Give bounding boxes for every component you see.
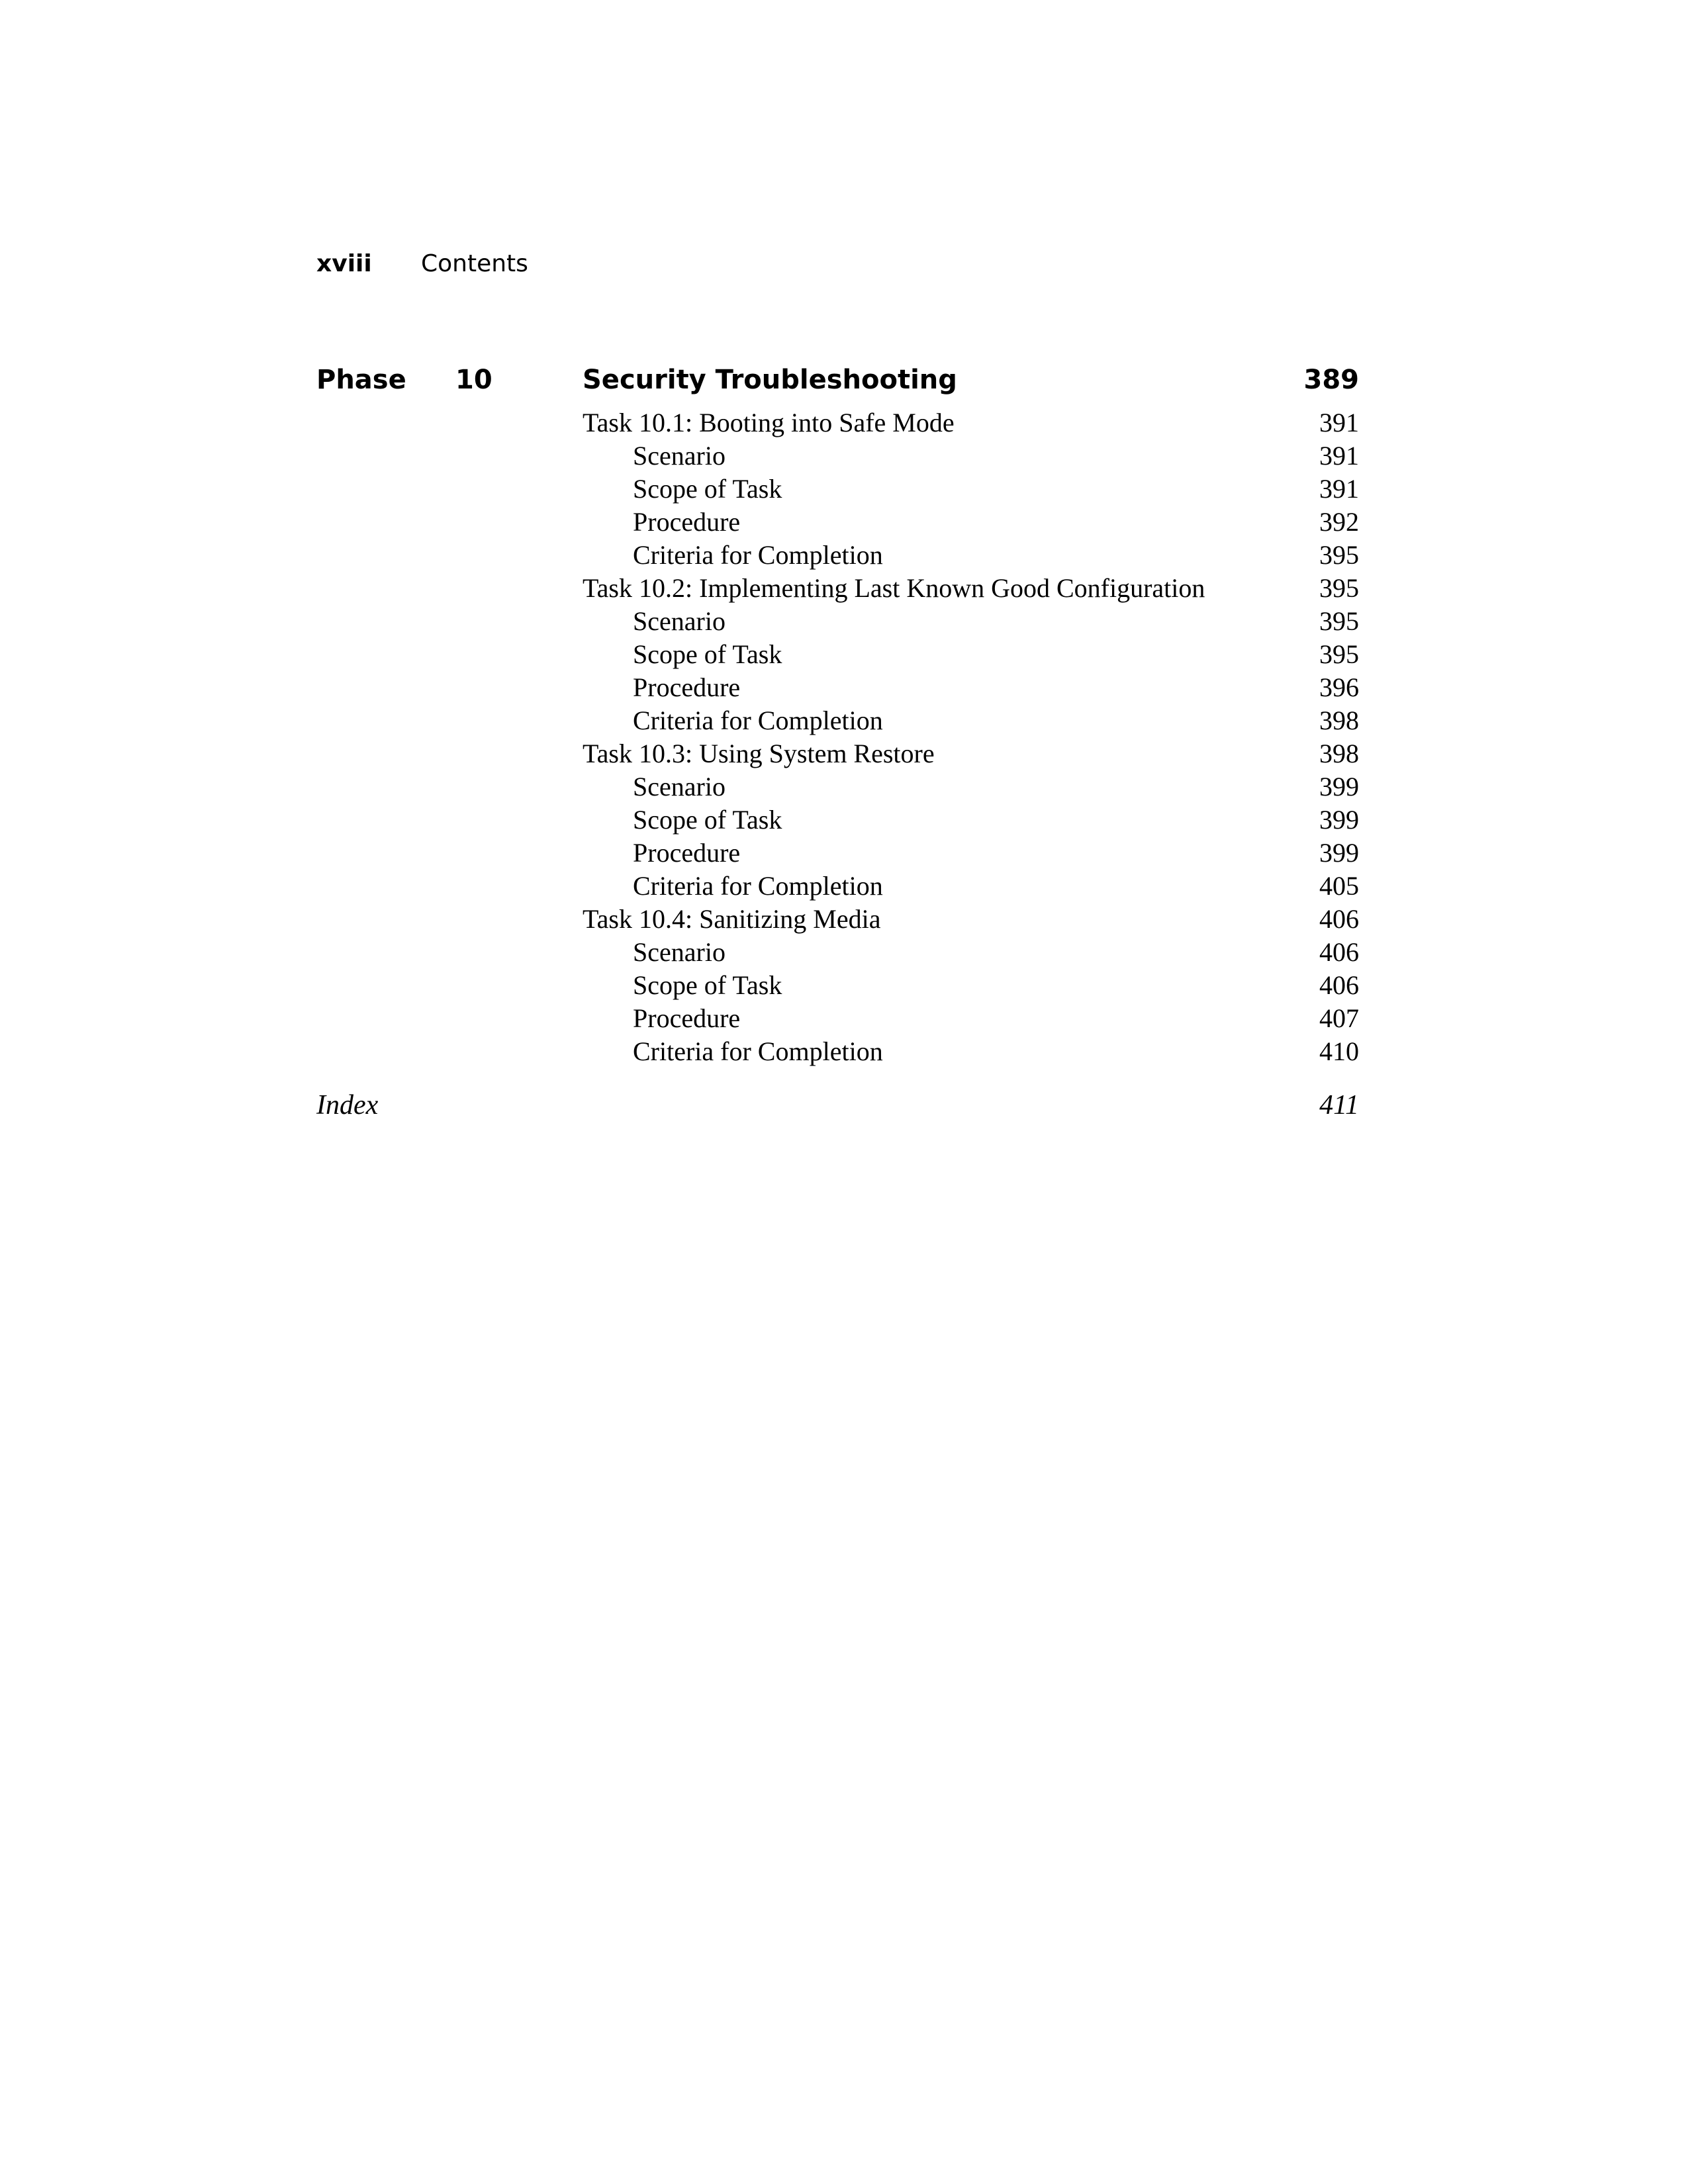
toc-entry-page-number: 395 — [1319, 639, 1359, 669]
toc-entry-title: Scope of Task — [633, 639, 782, 669]
toc-entry-title: Criteria for Completion — [633, 1036, 883, 1066]
toc-task-entry — [583, 737, 1359, 770]
toc-entry-title: Scenario — [633, 441, 726, 471]
toc-entry-title: Procedure — [633, 838, 741, 868]
toc-entry-page-number: 395 — [1319, 573, 1359, 603]
toc-entry-title: Task 10.2: Implementing Last Known Good Configuration — [583, 573, 1205, 603]
toc-entry-title: Criteria for Completion — [633, 540, 883, 570]
toc-entry-title: Criteria for Completion — [633, 705, 883, 735]
toc-subentry — [583, 770, 1359, 803]
toc-entry-page-number: 395 — [1319, 540, 1359, 570]
toc-entry-title: Scenario — [633, 606, 726, 636]
index-entry — [316, 1087, 1359, 1124]
toc-subentry — [583, 473, 1359, 506]
toc-subentry — [583, 638, 1359, 671]
toc-subentry — [583, 439, 1359, 473]
toc-subentry — [583, 870, 1359, 903]
toc-entry-title: Task 10.1: Booting into Safe Mode — [583, 408, 955, 437]
toc-entry-page-number: 398 — [1319, 739, 1359, 768]
toc-entry-title: Task 10.3: Using System Restore — [583, 739, 935, 768]
toc-subentry — [583, 936, 1359, 969]
toc-task-entry — [583, 406, 1359, 439]
toc-entry-page-number: 395 — [1319, 606, 1359, 636]
toc-subentry — [583, 803, 1359, 837]
toc-entry-title: Procedure — [633, 672, 741, 702]
phase-number: 10 — [455, 365, 492, 395]
phase-heading — [316, 359, 1359, 401]
toc-entry-page-number: 396 — [1319, 672, 1359, 702]
toc-entry-title: Scope of Task — [633, 970, 782, 1000]
phase-page-number: 389 — [1303, 365, 1359, 395]
toc-subentry — [583, 704, 1359, 737]
toc-subentry — [583, 1002, 1359, 1035]
toc-entry-title: Procedure — [633, 1003, 741, 1033]
running-head — [316, 245, 528, 282]
toc-entry-list — [583, 406, 1359, 1068]
toc-subentry — [583, 605, 1359, 638]
toc-subentry — [583, 506, 1359, 539]
toc-entry-title: Procedure — [633, 507, 741, 537]
index-page-number: 411 — [1319, 1090, 1359, 1120]
toc-entry-page-number: 391 — [1319, 441, 1359, 471]
phase-label: Phase — [316, 365, 406, 395]
toc-subentry — [583, 671, 1359, 704]
toc-entry-title: Scope of Task — [633, 474, 782, 504]
page-number: xviii — [316, 250, 372, 277]
toc-entry-page-number: 406 — [1319, 970, 1359, 1000]
toc-subentry — [583, 969, 1359, 1002]
toc-task-entry — [583, 572, 1359, 605]
toc-entry-page-number: 391 — [1319, 474, 1359, 504]
toc-entry-title: Scenario — [633, 937, 726, 967]
toc-entry-title: Scenario — [633, 772, 726, 801]
toc-entry-page-number: 410 — [1319, 1036, 1359, 1066]
toc-entry-title: Criteria for Completion — [633, 871, 883, 901]
toc-entry-page-number: 405 — [1319, 871, 1359, 901]
toc-subentry — [583, 1035, 1359, 1068]
toc-entry-page-number: 407 — [1319, 1003, 1359, 1033]
toc-entry-page-number: 391 — [1319, 408, 1359, 437]
phase-title: Security Troubleshooting — [583, 365, 957, 395]
index-label: Index — [316, 1090, 379, 1120]
toc-subentry — [583, 837, 1359, 870]
toc-entry-page-number: 392 — [1319, 507, 1359, 537]
toc-entry-page-number: 398 — [1319, 705, 1359, 735]
toc-task-entry — [583, 903, 1359, 936]
toc-entry-page-number: 406 — [1319, 904, 1359, 934]
toc-subentry — [583, 539, 1359, 572]
toc-entry-page-number: 399 — [1319, 838, 1359, 868]
toc-entry-page-number: 406 — [1319, 937, 1359, 967]
toc-entry-title: Scope of Task — [633, 805, 782, 835]
toc-entry-page-number: 399 — [1319, 772, 1359, 801]
running-title: Contents — [421, 250, 528, 277]
toc-entry-title: Task 10.4: Sanitizing Media — [583, 904, 881, 934]
toc-entry-page-number: 399 — [1319, 805, 1359, 835]
